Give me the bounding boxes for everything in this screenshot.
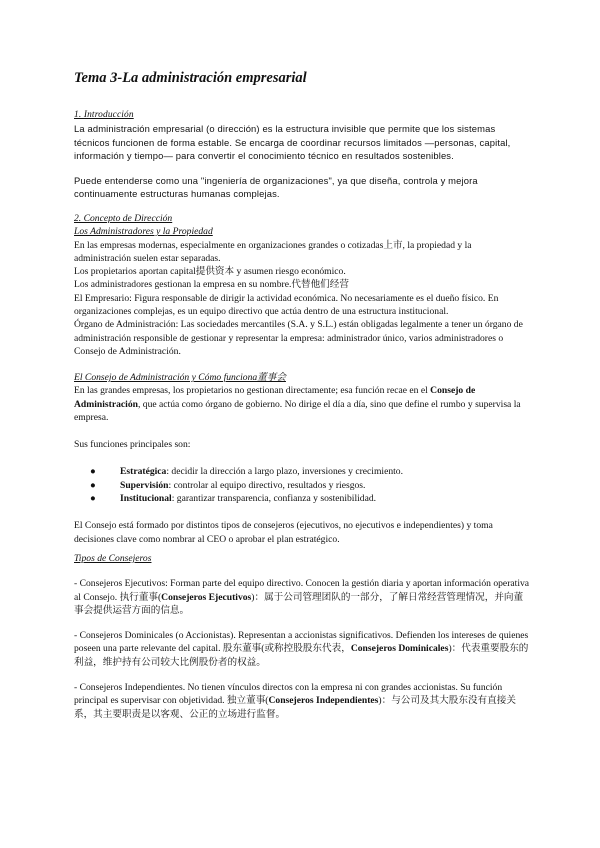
text-line: El Empresario: Figura responsable de dirigir la actividad económica. No necesariamente es el dueño físico. En organizaciones complejas, es un equipo directivo que actúa dentro de una estructura institucional. — [74, 292, 499, 318]
consejo-paragraph-2: El Consejo está formado por distintos tipos de consejeros (ejecutivos, no ejecutivos e independientes) y toma decisiones clave como nombrar al CEO o aprobar el plan estratégico. — [74, 520, 493, 545]
introduction-paragraph: La administración empresarial (o dirección) es la estructura invisible que permite que los sistemas técnicos funcionen de forma estable. Se encarga de coordinar recursos limitados —personas, capital, información y tiempo— para convertir el conocimiento técnico en resultados sostenibles. — [74, 123, 511, 161]
text-line: Los propietarios aportan capital提供资本 y asumen riesgo económico. — [74, 266, 346, 278]
bullet-icon: ● — [90, 493, 96, 505]
text-line: En las empresas modernas, especialmente en organizaciones grandes o cotizadas上市, la propiedad y la administración suelen estar separadas. — [74, 239, 472, 264]
list-item: ● Institucional: garantizar transparencia, confianza y sostenibilidad. — [74, 492, 530, 505]
consejeros-independientes: - Consejeros Independientes. No tienen vínculos directos con la empresa ni con grandes accionistas. Su función principal es supervisar con objetividad. 独立董事(Consejeros Independientes)：与公司及其大股东没有直接关系，其主要职责是以客观、公正的立场进行监督。 — [74, 682, 516, 720]
tipos-heading: Tipos de Consejeros — [74, 553, 152, 564]
consejo-heading: El Consejo de Administración y Cómo funciona董事会 — [74, 372, 286, 383]
administradores-subheading: Los Administradores y la Propiedad — [74, 226, 213, 238]
introduction-paragraph-2: Puede entenderse como una "ingeniería de organizaciones", ya que diseña, controla y mejora continuamente estructuras humanas complejas. — [74, 175, 478, 200]
list-item: ● Supervisión: controlar al equipo directivo, resultados y riesgos. — [74, 479, 530, 492]
consejo-paragraph: En las grandes empresas, los propietarios no gestionan directamente; esa función recae en el Consejo de Administración, que actúa como órgano de gobierno. No dirige el día a día, sino que define el rumbo y supervisa la empresa. — [74, 385, 521, 423]
funciones-list — [74, 465, 530, 505]
bullet-icon: ● — [90, 479, 96, 491]
section-tipos-consejeros — [74, 552, 530, 721]
section-introduction — [74, 109, 530, 201]
introduction-heading: 1. Introducción — [74, 110, 134, 120]
document-title: Tema 3-La administración empresarial — [74, 70, 307, 86]
text-line: Los administradores gestionan la empresa en su nombre.代替他们经营 — [74, 279, 349, 291]
section-concepto-direccion — [74, 212, 530, 358]
bullet-icon: ● — [90, 466, 96, 478]
funciones-intro: Sus funciones principales son: — [74, 439, 191, 451]
section-consejo — [74, 371, 530, 546]
list-item: ● Estratégica: decidir la dirección a largo plazo, inversiones y crecimiento. — [74, 465, 530, 478]
consejeros-dominicales: - Consejeros Dominicales (o Accionistas). Representan a accionistas significativos. Defienden los intereses de quienes poseen una parte relevante del capital. 股东董事(或称控股股东代表，Consejeros Dominicales)：代表重要股东的利益，维护持有公司较大比例股份者的权益。 — [74, 630, 529, 668]
text-line: Órgano de Administración: Las sociedades mercantiles (S.A. y S.L.) están obligadas legalmente a tener un órgano de administración responsible de gestionar y representar la empresa: administrador único, varios administradores o Consejo de Administración. — [74, 319, 523, 357]
concepto-heading: 2. Concepto de Dirección — [74, 213, 173, 224]
consejeros-ejecutivos: - Consejeros Ejecutivos: Forman parte del equipo directivo. Conocen la gestión diaria y aportan información operativa al Consejo. 执行董事(Consejeros Ejecutivos)：属于公司管理团队的一部分，了解日常经营管理情况，并向董事会提供运营方面的信息。 — [74, 578, 530, 616]
